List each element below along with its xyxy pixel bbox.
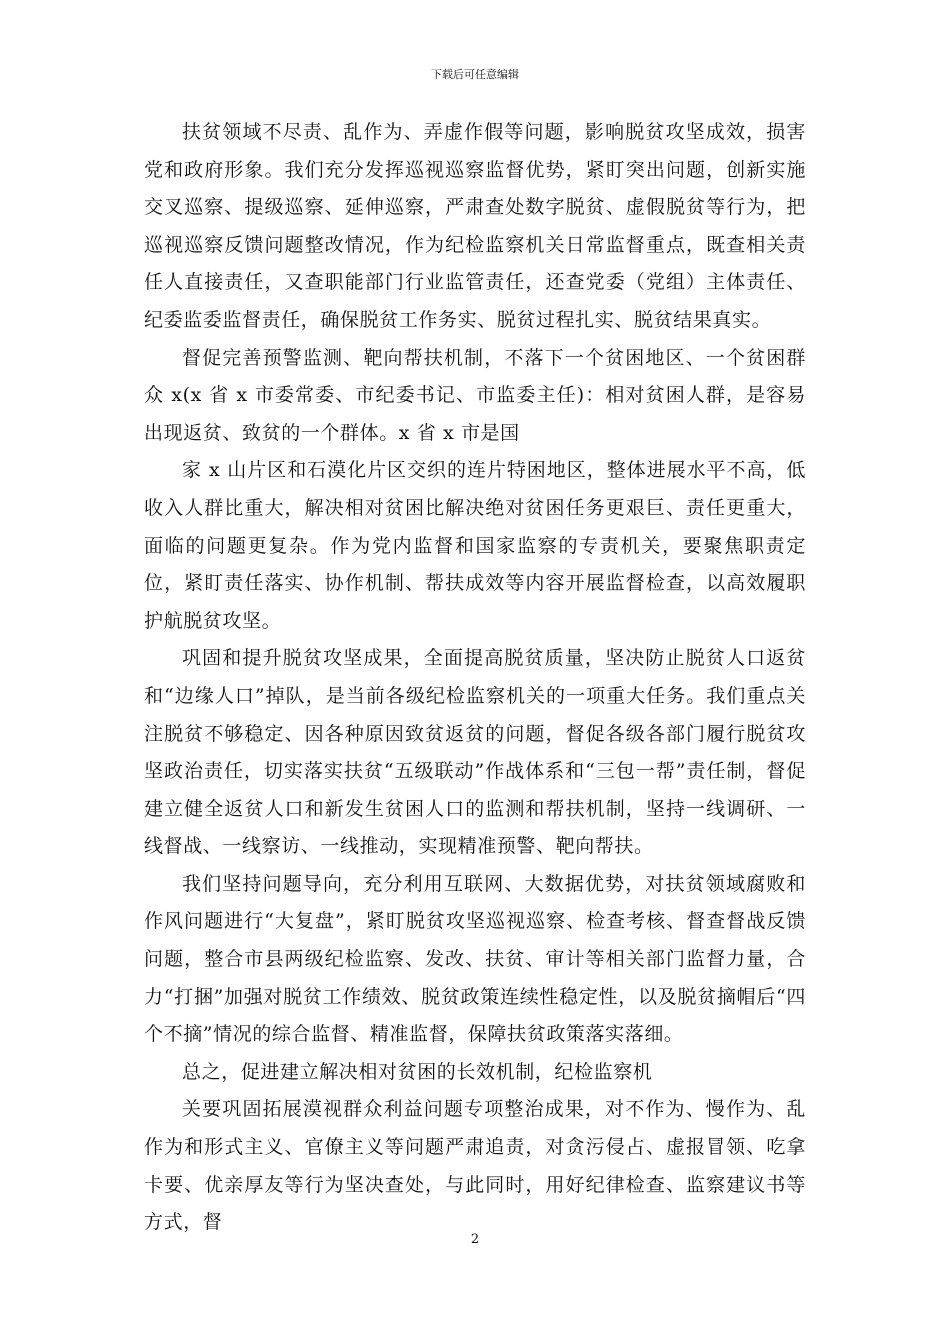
paragraph: 关要巩固拓展漠视群众利益问题专项整治成果，对不作为、慢作为、乱作为和形式主义、官僚主义等问题严肃追责，对贪污侵占、虚报冒领、吃拿卡要、优亲厚友等行为坚决查处，与此同时，用好纪律检查、监察建议书等方式，督 (144, 1098, 806, 1234)
paragraph: 扶贫领域不尽责、乱作为、弄虚作假等问题，影响脱贫攻坚成效，损害党和政府形象。我们充分发挥巡视巡察监督优势，紧盯突出问题，创新实施交叉巡察、提级巡察、延伸巡察，严肃查处数字脱贫、虚假脱贫等行为，把巡视巡察反馈问题整改情况，作为纪检监察机关日常监督重点，既查相关责任人直接责任，又查职能部门行业监管责任，还查党委（党组）主体责任、纪委监委监督责任，确保脱贫工作务实、脱贫过程扎实、脱贫结果真实。 (144, 121, 806, 331)
page-header: 下载后可任意编辑 (431, 68, 519, 81)
paragraph: 督促完善预警监测、靶向帮扶机制，不落下一个贫困地区、一个贫困群众 x(x 省 x 市委常委、市纪委书记、市监委主任)：相对贫困人群，是容易出现返贫、致贫的一个群体。x 省 x 市是国 (144, 346, 806, 444)
document-body (144, 114, 806, 1242)
paragraph: 家 x 山片区和石漠化片区交织的连片特困地区，整体进展水平不高，低收入人群比重大，解决相对贫困比解决绝对贫困任务更艰巨、责任更重大，面临的问题更复杂。作为党内监督和国家监察的专责机关，要聚焦职责定位，紧盯责任落实、协作机制、帮扶成效等内容开展监督检查，以高效履职护航脱贫攻坚。 (144, 459, 806, 632)
paragraph: 总之，促进建立解决相对贫困的长效机制，纪检监察机 (182, 1060, 653, 1083)
paragraph: 巩固和提升脱贫攻坚成果，全面提高脱贫质量，坚决防止脱贫人口返贫和“边缘人口”掉队，是当前各级纪检监察机关的一项重大任务。我们重点关注脱贫不够稳定、因各种原因致贫返贫的问题，督促各级各部门履行脱贫攻坚政治责任，切实落实扶贫“五级联动”作战体系和“三包一帮”责任制，督促建立健全返贫人口和新发生贫困人口的监测和帮扶机制，坚持一线调研、一线督战、一线察访、一线推动，实现精准预警、靶向帮扶。 (144, 647, 806, 858)
page-number: 2 (470, 1232, 480, 1247)
paragraph: 我们坚持问题导向，充分利用互联网、大数据优势，对扶贫领域腐败和作风问题进行“大复盘”，紧盯脱贫攻坚巡视巡察、检查考核、督查督战反馈问题，整合市县两级纪检监察、发改、扶贫、审计等相关部门监督力量，合力“打捆”加强对脱贫工作绩效、脱贫政策连续性稳定性，以及脱贫摘帽后“四个不摘”情况的综合监督、精准监督，保障扶贫政策落实落细。 (144, 872, 806, 1046)
